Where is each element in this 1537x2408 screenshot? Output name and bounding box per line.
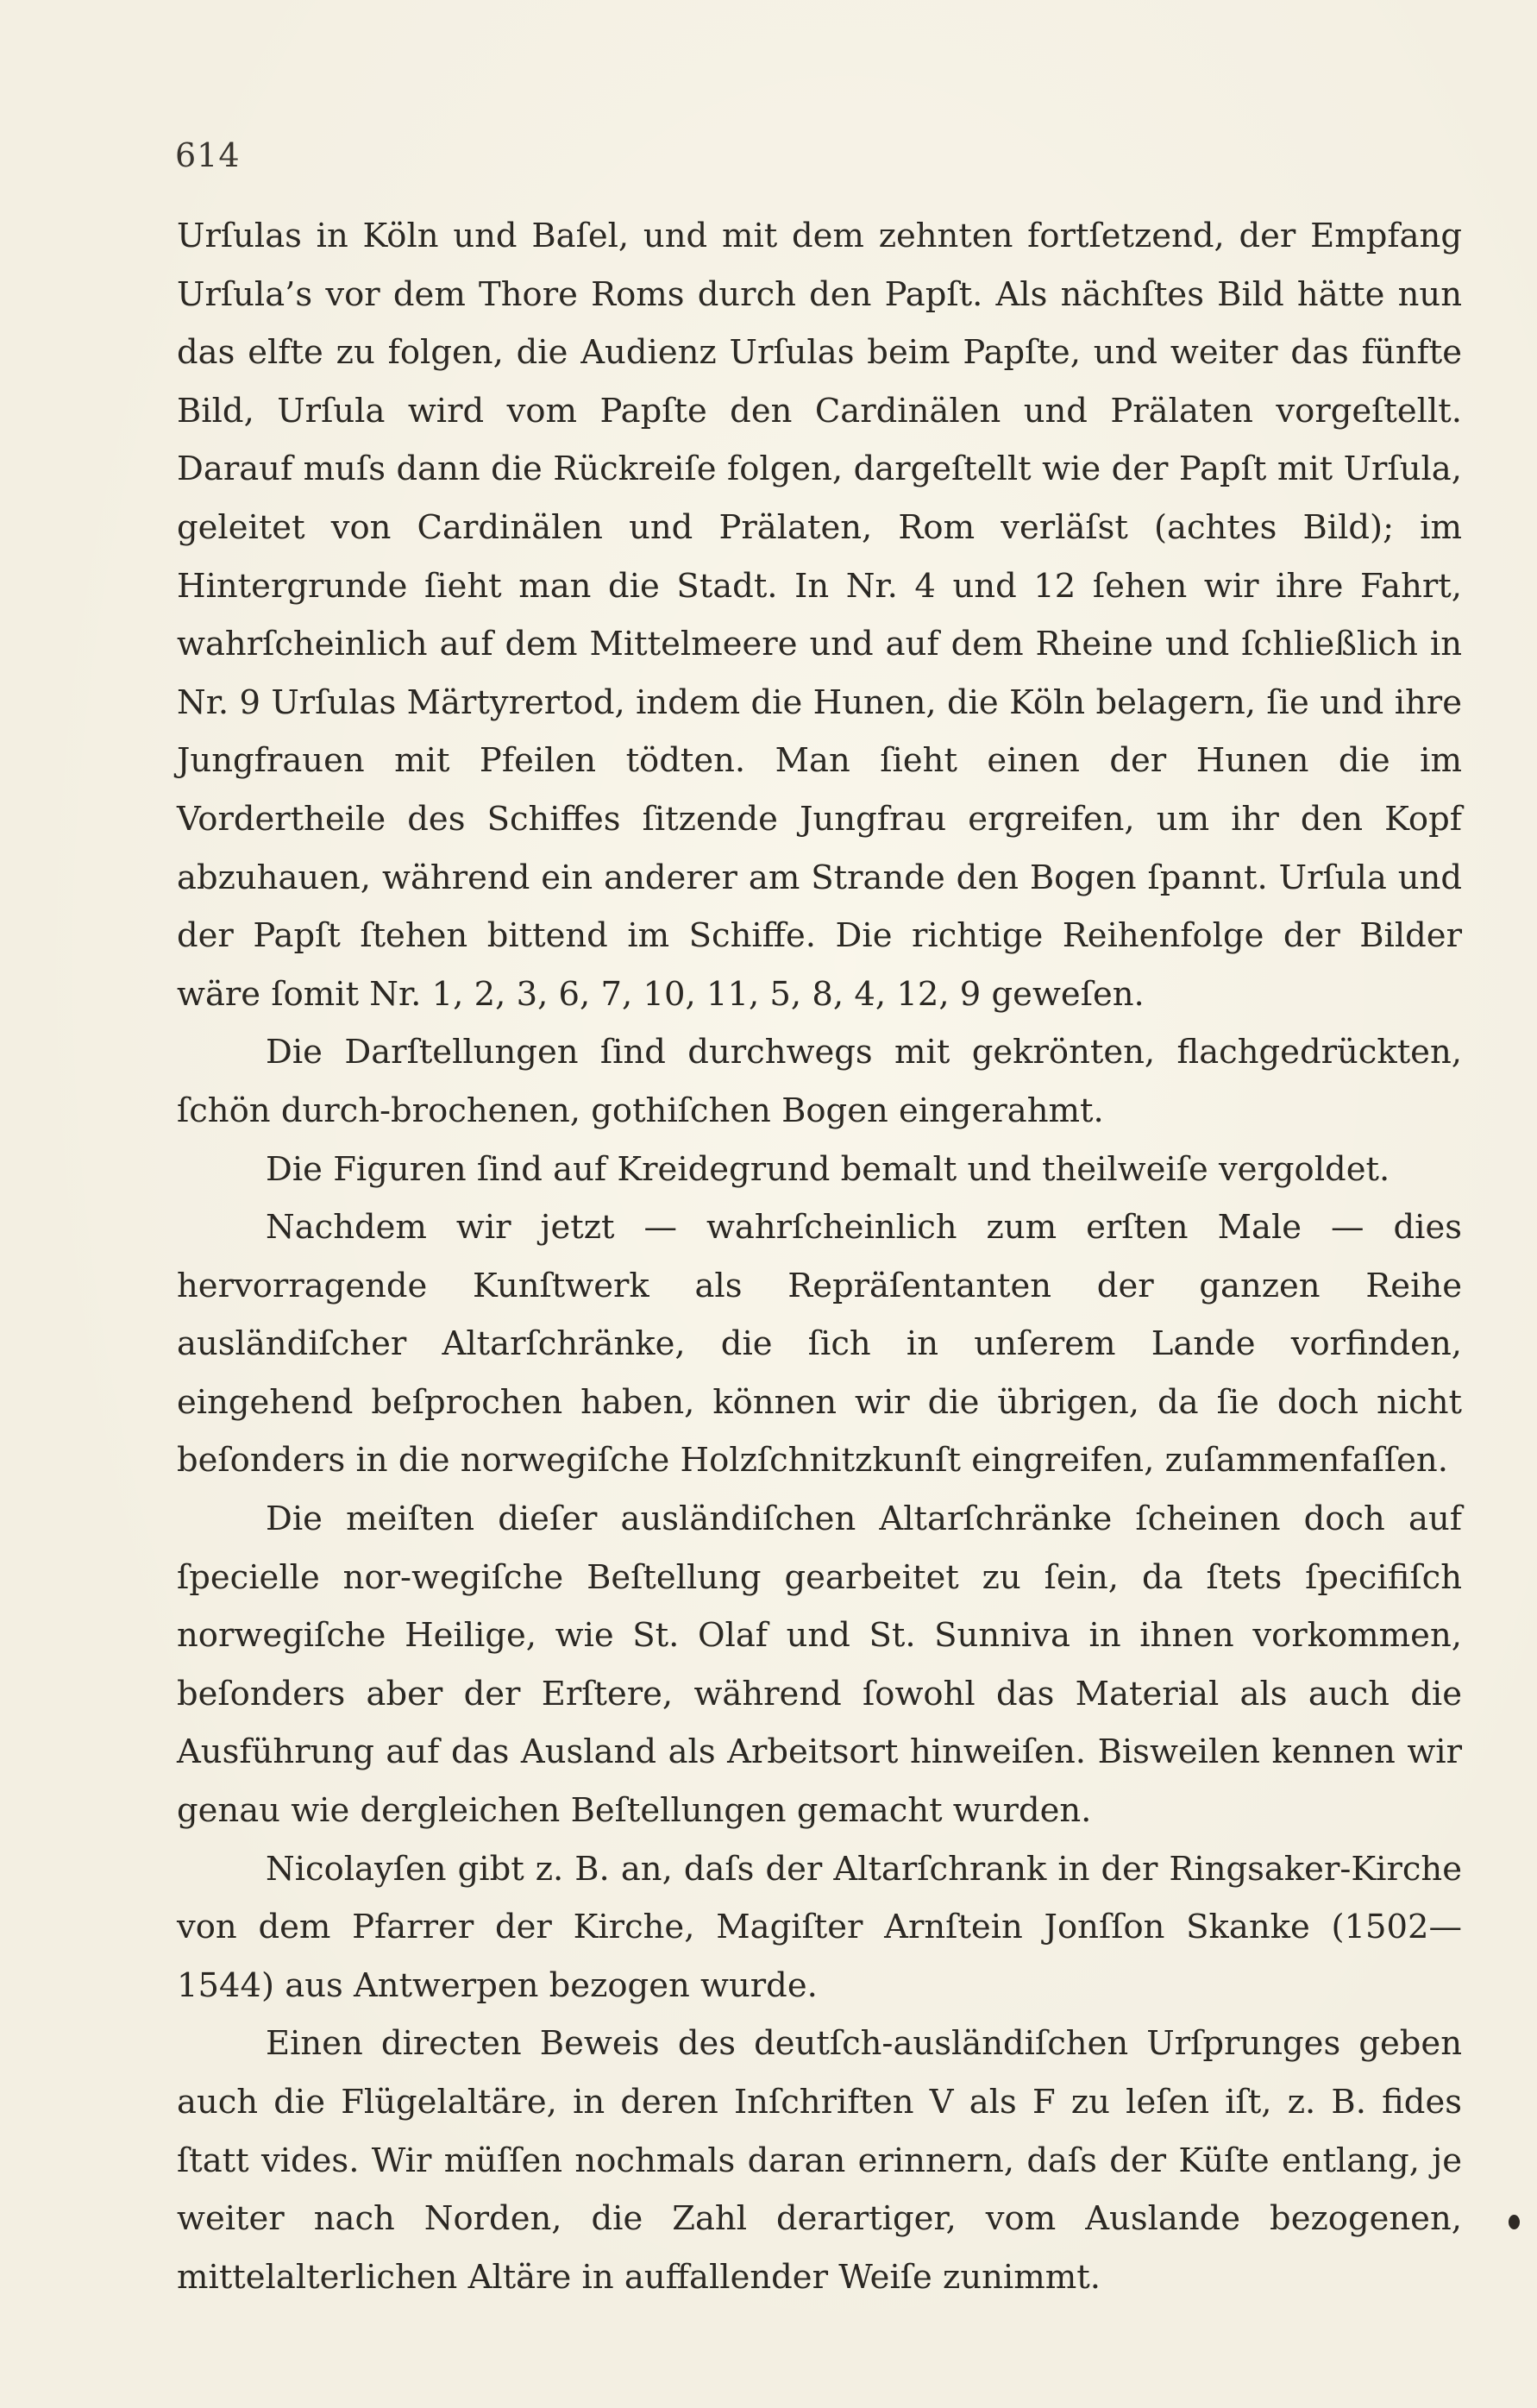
paragraph-2: Die Darſtellungen ſind durchwegs mit gekrönten, flachgedrückten, ſchön durch-brochenen, gothiſchen Bogen eingerahmt.	[177, 1033, 1462, 1130]
page-number: 614	[175, 136, 241, 174]
paragraph-4: Nachdem wir jetzt — wahrſcheinlich zum erſten Male — dies hervorragende Kunſtwerk als Repräſentanten der ganzen Reihe ausländiſcher Altarſchränke, die ſich in unſerem Lande vorfinden, eingehend beſprochen haben, können wir die übrigen, da ſie doch nicht beſonders in die norwegiſche Holzſchnitzkunſt eingreifen, zuſammenfaſſen.	[177, 1208, 1462, 1481]
paragraph-6: Nicolayſen gibt z. B. an, daſs der Altarſchrank in der Ringsaker-Kirche von dem Pfarrer der Kirche, Magiſter Arnſtein Jonſſon Skanke (1502—1544) aus Antwerpen bezogen wurde.	[177, 1849, 1462, 2005]
ink-spot	[1509, 2215, 1520, 2229]
paragraph-1: Urſulas in Köln und Baſel, und mit dem zehnten fortſetzend, der Empfang Urſula’s vor dem Thore Roms durch den Papſt. Als nächſtes Bild hätte nun das elfte zu folgen, die Audienz Urſulas beim Papſte, und weiter das fünfte Bild, Urſula wird vom Papſte den Cardinälen und Prälaten vorgeſtellt. Darauf muſs dann die Rückreiſe folgen, dargeſtellt wie der Papſt mit Urſula, geleitet von Cardinälen und Prälaten, Rom verläſst (achtes Bild); im Hintergrunde ſieht man die Stadt. In Nr. 4 und 12 ſehen wir ihre Fahrt, wahrſcheinlich auf dem Mittelmeere und auf dem Rheine und ſchließlich in Nr. 9 Urſulas Märtyrertod, indem die Hunen, die Köln belagern, ſie und ihre Jungfrauen mit Pfeilen tödten. Man ſieht einen der Hunen die im Vordertheile des Schiffes ſitzende Jungfrau ergreifen, um ihr den Kopf abzuhauen, während ein anderer am Strande den Bogen ſpannt. Urſula und der Papſt ſtehen bittend im Schiffe. Die richtige Reihenfolge der Bilder wäre ſomit Nr. 1, 2, 3, 6, 7, 10, 11, 5, 8, 4, 12, 9 geweſen.	[177, 217, 1462, 1014]
paragraph-5: Die meiſten dieſer ausländiſchen Altarſchränke ſcheinen doch auf ſpecielle nor-wegiſche Beſtellung gearbeitet zu ſein, da ſtets ſpecifiſch norwegiſche Heilige, wie St. Olaf und St. Sunniva in ihnen vorkommen, beſonders aber der Erſtere, während ſowohl das Material als auch die Ausführung auf das Ausland als Arbeitsort hinweiſen. Bisweilen kennen wir genau wie dergleichen Beſtellungen gemacht wurden.	[177, 1499, 1462, 1831]
body-text	[177, 207, 1462, 2306]
paragraph-7: Einen directen Beweis des deutſch-ausländiſchen Urſprunges geben auch die Flügelaltäre, in deren Inſchriften V als F zu leſen iſt, z. B. fides ſtatt vides. Wir müſſen nochmals daran erinnern, daſs der Küſte entlang, je weiter nach Norden, die Zahl derartiger, vom Auslande bezogenen, mittelalterlichen Altäre in auffallender Weiſe zunimmt.	[177, 2024, 1462, 2297]
paragraph-3: Die Figuren ſind auf Kreidegrund bemalt und theilweiſe vergoldet.	[266, 1149, 1390, 1189]
